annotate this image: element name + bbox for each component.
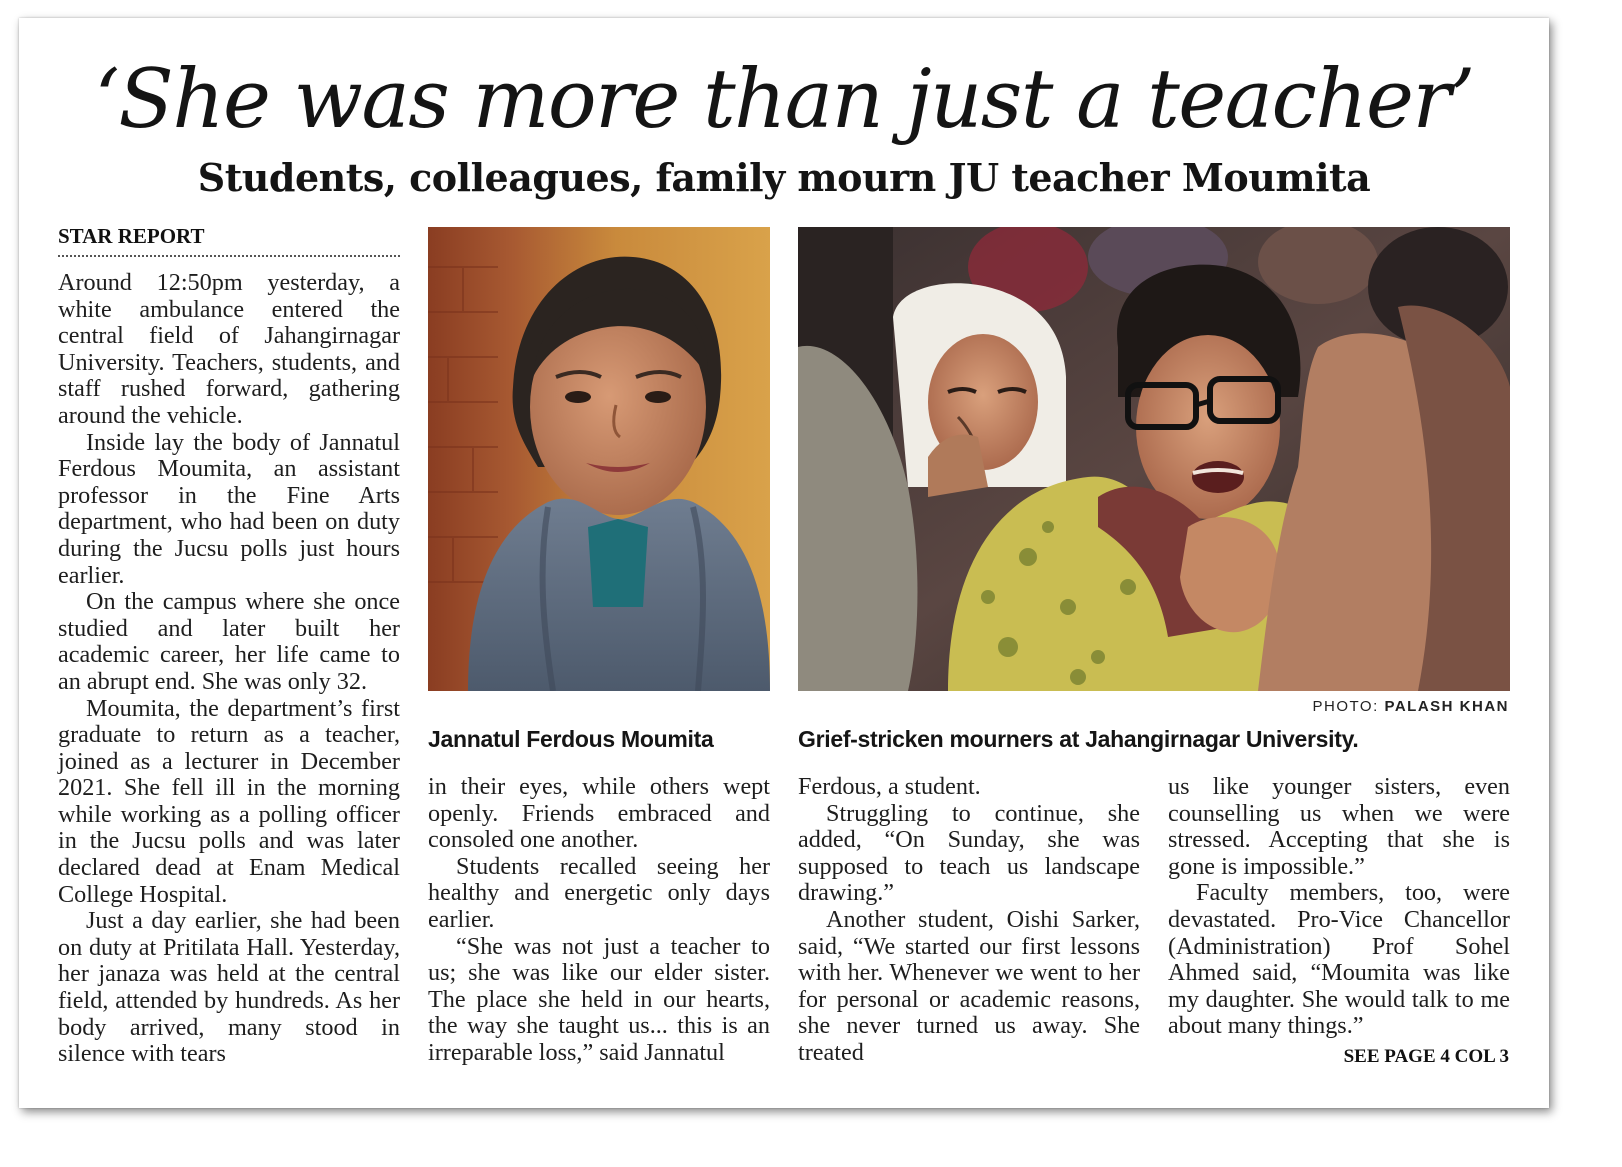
paragraph: Faculty members, too, were devastated. Pro-Vice Chancellor (Administration) Prof Sohel Ahmed said, “Moumita was like my daughter. She would talk to me about many things.” (1168, 879, 1510, 1040)
paragraph: Ferdous, a student. (798, 773, 981, 800)
paragraph: “She was not just a teacher to us; she was like our elder sister. The place she held in our hearts, the way she taught us... this is an irreparable loss,” said Jannatul (428, 932, 770, 1066)
byline: STAR REPORT (58, 221, 400, 257)
paragraph: Students recalled seeing her healthy and energetic only days earlier. (428, 852, 770, 933)
paragraph: Just a day earlier, she had been on duty at Pritilata Hall. Yesterday, her janaza was held at the central field, attended by hundreds. As her body arrived, many stood in silence with tears (58, 907, 400, 1068)
paragraph: Inside lay the body of Jannatul Ferdous Moumita, an assistant professor in the Fine Arts department, who had been on duty during the Jucsu polls just hours earlier. (58, 428, 400, 589)
mourners-photo (798, 227, 1510, 691)
headline: ‘She was more than just a teacher’ (94, 53, 1474, 147)
paragraph: us like younger sisters, even counselling us when we were stressed. Accepting that she is gone is impossible.” (1168, 773, 1510, 880)
photo-credit-name: PALASH KHAN (1384, 698, 1509, 715)
portrait-photo (428, 227, 770, 691)
portrait-caption: Jannatul Ferdous Moumita (428, 726, 714, 752)
paragraph: Another student, Oishi Sarker, said, “We started our first lessons with her. Whenever we went to her for personal or academic reasons, she never turned us away. She treated (798, 905, 1140, 1066)
continued-jump-line[interactable]: SEE PAGE 4 COL 3 (1343, 1046, 1509, 1067)
newspaper-clipping (19, 18, 1549, 1108)
article-column-1 (58, 270, 400, 1068)
article-column-2 (428, 774, 770, 1067)
article-column-4 (1168, 774, 1510, 1040)
paragraph: in their eyes, while others wept openly. Friends embraced and consoled one another. (428, 773, 770, 854)
paragraph: Around 12:50pm yesterday, a white ambulance entered the central field of Jahangirnagar University. Teachers, students, and staff rushed forward, gathering around the vehicle. (58, 269, 400, 429)
photo-credit-label: PHOTO: (1312, 698, 1379, 715)
paragraph: Struggling to continue, she added, “On Sunday, she was supposed to teach us landscape drawing.” (798, 799, 1140, 907)
paragraph: On the campus where she once studied and later built her academic career, her life came to an abrupt end. She was only 32. (58, 588, 400, 695)
photo-credit (1229, 698, 1509, 715)
mourners-caption: Grief-stricken mourners at Jahangirnagar University. (798, 726, 1359, 752)
article-column-3 (798, 774, 1140, 1067)
paragraph: Moumita, the department’s first graduate to return as a teacher, joined as a lecturer in December 2021. She fell ill in the morning while working as a polling officer in the Jucsu polls and was later declared dead at Enam Medical College Hospital. (58, 694, 400, 908)
subheadline: Students, colleagues, family mourn JU teacher Moumita (197, 155, 1371, 200)
